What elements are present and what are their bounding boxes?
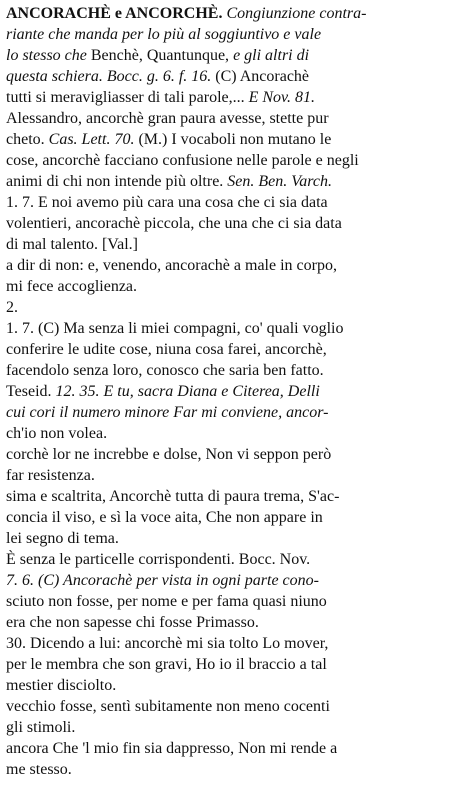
text-line (6, 214, 466, 234)
text-line (6, 340, 466, 360)
text-run: 2. (6, 299, 18, 316)
text-run: e gli altri di (233, 47, 310, 64)
text-line (6, 46, 466, 66)
text-run: lo stesso che (6, 47, 91, 64)
text-line (6, 529, 466, 549)
text-line (6, 571, 466, 591)
text-line (6, 25, 466, 45)
text-run: cheto. (6, 131, 49, 148)
text-run: far resistenza. (6, 467, 95, 484)
text-line (6, 676, 466, 696)
text-run: concia il viso, e sì la voce aita, Che non appare in (6, 509, 323, 526)
text-run: ch'io non volea. (6, 425, 108, 442)
text-line (6, 172, 466, 192)
text-run: Cas. Lett. 70. (48, 131, 139, 148)
text-line (6, 67, 466, 87)
text-run: Congiunzione contra- (226, 5, 367, 22)
text-line (6, 718, 466, 738)
text-line (6, 109, 466, 129)
text-run: 1. 7. E noi avemo più cara una cosa che ci sia data (6, 194, 328, 211)
text-line (6, 445, 466, 465)
text-run: sima e scaltrita, Ancorchè tutta di paura trema, S'ac- (6, 488, 340, 505)
text-line (6, 403, 466, 423)
text-run: lei segno di tema. (6, 530, 119, 547)
text-run: cui cori il numero minore Far mi conviene, ancor- (6, 404, 329, 421)
text-run: di mal talento. [Val.] (6, 236, 138, 253)
text-run: È senza le particelle corrispondenti. Bocc. Nov. (6, 551, 311, 568)
text-line (6, 655, 466, 675)
text-run: (C) Ancorachè (215, 68, 310, 85)
text-run: me stesso. (6, 761, 72, 778)
text-run: 30. Dicendo a lui: ancorchè mi sia tolto Lo mover, (6, 635, 329, 652)
text-line (6, 634, 466, 654)
text-run: questa schiera. Bocc. g. 6. f. 16. (6, 68, 216, 85)
text-line (6, 256, 466, 276)
text-line (6, 88, 466, 108)
text-run: ancora Che 'l mio fin sia dappresso, Non mi rende a (6, 740, 338, 757)
text-run: 12. 35. E tu, sacra Diana e Citerea, Delli (55, 383, 320, 400)
text-line (6, 466, 466, 486)
text-line (6, 697, 466, 717)
text-run: cose, ancorchè facciano confusione nelle parole e negli (6, 152, 359, 169)
text-line (6, 550, 466, 570)
text-run: animi di chi non intende più oltre. (6, 173, 228, 190)
text-run: conferire le udite cose, niuna cosa farei, ancorchè, (6, 341, 327, 358)
text-line (6, 613, 466, 633)
text-run: era che non sapesse chi fosse Primasso. (6, 614, 259, 631)
text-line (6, 298, 466, 318)
text-run: mestier disciolto. (6, 677, 117, 694)
text-line (6, 739, 466, 759)
text-line (6, 319, 466, 339)
text-line (6, 193, 466, 213)
text-run: gli stimoli. (6, 719, 76, 736)
entry-headword: ANCORACHÈ e ANCORCHÈ. (6, 5, 227, 22)
text-run: corchè lor ne increbbe e dolse, Non vi seppon però (6, 446, 332, 463)
text-run: tutti si meravigliasser di tali parole,... (6, 89, 249, 106)
text-run: per le membra che son gravi, Ho io il braccio a tal (6, 656, 327, 673)
text-line (6, 130, 466, 150)
text-line (6, 508, 466, 528)
text-line (6, 277, 466, 297)
text-run: facendolo senza loro, conosco che saria ben fatto. (6, 362, 324, 379)
text-line (6, 382, 466, 402)
text-run: Benchè, Quantunque, (90, 47, 234, 64)
text-run: E Nov. 81. (248, 89, 315, 106)
text-run: a dir di non: e, venendo, ancorachè a male in corpo, (6, 257, 337, 274)
text-line (6, 760, 466, 780)
text-run: vecchio fosse, sentì subitamente non meno cocenti (6, 698, 330, 715)
text-line (6, 592, 466, 612)
text-run: (M.) I vocaboli non mutano le (138, 131, 332, 148)
text-run: Teseid. (6, 383, 56, 400)
text-run: 1. 7. (C) Ma senza li miei compagni, co' quali voglio (6, 320, 344, 337)
text-run: Alessandro, ancorchè gran paura avesse, stette pur (6, 110, 329, 127)
text-line (6, 487, 466, 507)
text-run: volentieri, ancorachè piccola, che una che ci sia data (6, 215, 342, 232)
text-run: sciuto non fosse, per nome e per fama quasi niuno (6, 593, 327, 610)
text-line (6, 361, 466, 381)
text-run: riante che manda per lo più al soggiuntivo e vale (6, 26, 322, 43)
text-line (6, 151, 466, 171)
text-line (6, 4, 466, 24)
text-line (6, 235, 466, 255)
text-run: 7. 6. (C) Ancorachè per vista in ogni parte cono- (6, 572, 319, 589)
text-line (6, 424, 466, 444)
text-run: mi fece accoglienza. (6, 278, 138, 295)
text-run: Sen. Ben. Varch. (227, 173, 333, 190)
